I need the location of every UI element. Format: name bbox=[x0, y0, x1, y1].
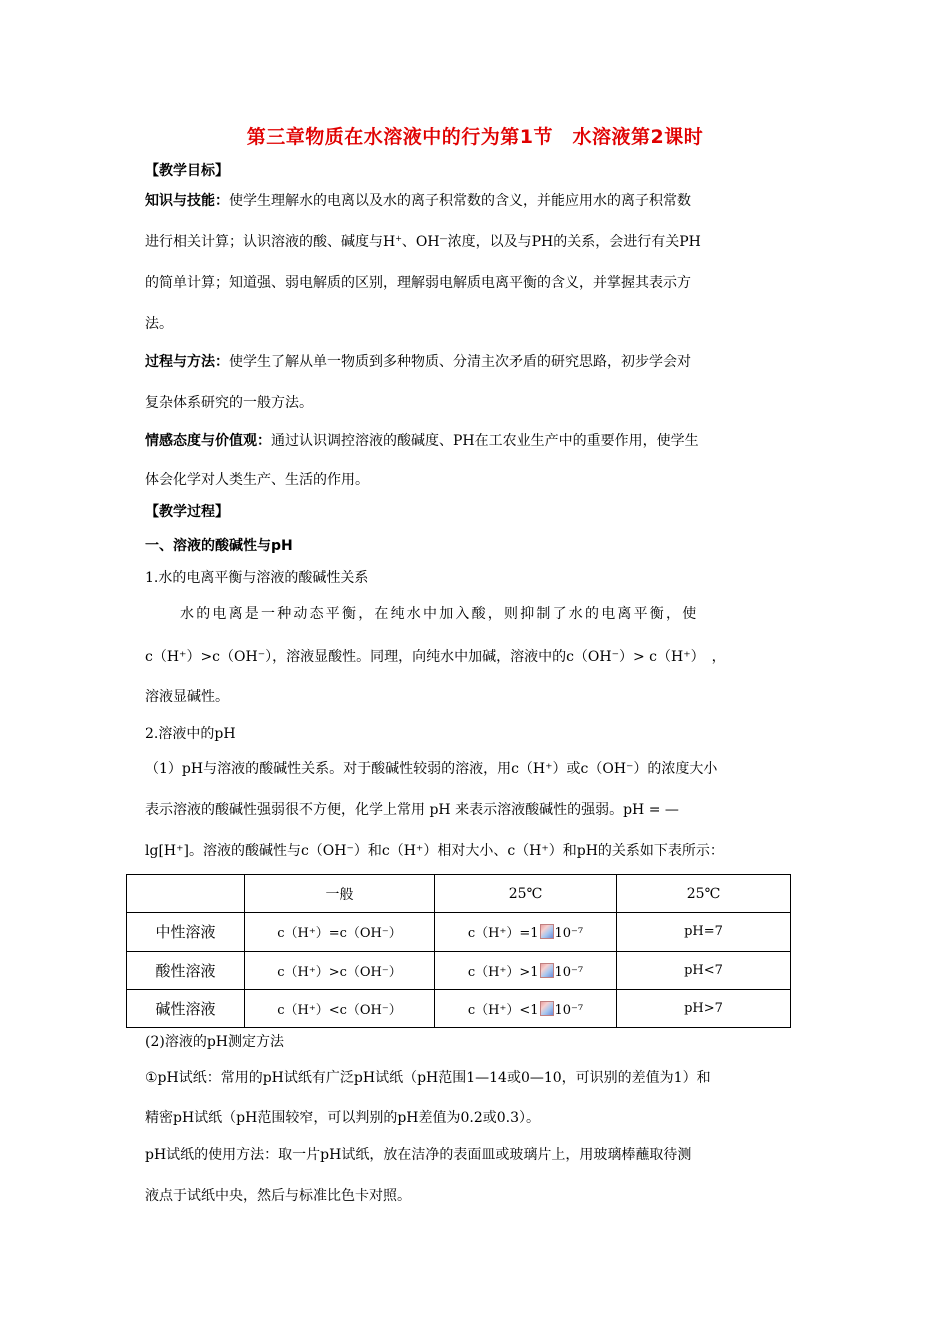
para-3-line-2: 精密pH试纸（pH范围较窄，可以判别的pH差值为0.2或0.3）。 bbox=[145, 1110, 541, 1126]
knowledge-line-3: 的简单计算；知道强、弱电解质的区别，理解弱电解质电离平衡的含义，并掌握其表示方 bbox=[145, 275, 691, 291]
para-1-line-3: 溶液显碱性。 bbox=[145, 689, 229, 705]
para-2-line-2: 表示溶液的酸碱性强弱很不方便，化学上常用 pH 来表示溶液酸碱性的强弱。pH = — bbox=[145, 802, 679, 818]
para-1-line-1: 水的电离是一种动态平衡，在纯水中加入酸，则抑制了水的电离平衡，使 bbox=[180, 606, 699, 622]
subsection-2-heading: 2.溶液中的pH bbox=[145, 726, 236, 742]
table-cell-25c bbox=[435, 989, 617, 1027]
minus-sup: — bbox=[439, 234, 448, 243]
document-title: 第三章物质在水溶液中的行为第1节 水溶液第2课时 bbox=[246, 126, 704, 148]
table-header-cell: 25℃ bbox=[435, 875, 617, 913]
table-cell-name: 中性溶液 bbox=[127, 913, 245, 951]
subsection-1-heading: 1.水的电离平衡与溶液的酸碱性关系 bbox=[145, 570, 369, 586]
table-cell-ph: pH=7 bbox=[617, 913, 791, 951]
cell-text-pre: c（H⁺）=1 bbox=[467, 926, 539, 942]
para-4-line-1: pH试纸的使用方法：取一片pH试纸，放在洁净的表面皿或玻璃片上，用玻璃棒蘸取待测 bbox=[145, 1147, 692, 1163]
process-line-2: 复杂体系研究的一般方法。 bbox=[145, 395, 313, 411]
multiply-sign-image-icon bbox=[540, 963, 554, 978]
knowledge-line-4: 法。 bbox=[145, 316, 173, 332]
table-cell-ph: pH<7 bbox=[617, 951, 791, 989]
table-row bbox=[127, 989, 791, 1027]
table-cell-general: c（H⁺）=c（OH⁻） bbox=[245, 913, 435, 951]
attitude-label: 情感态度与价值观： bbox=[145, 433, 271, 449]
table-cell-25c bbox=[435, 913, 617, 951]
knowledge-line-2 bbox=[145, 233, 815, 251]
process-heading: 【教学过程】 bbox=[145, 504, 229, 520]
multiply-sign-image-icon bbox=[540, 924, 554, 939]
table-cell-ph: pH>7 bbox=[617, 989, 791, 1027]
goals-heading: 【教学目标】 bbox=[145, 163, 229, 179]
para-2-line-1: （1）pH与溶液的酸碱性关系。对于酸碱性较弱的溶液，用c（H⁺）或c（OH⁻）的浓度大小 bbox=[145, 761, 718, 777]
table-header-row bbox=[127, 875, 791, 913]
knowledge-line-1 bbox=[145, 192, 815, 210]
cell-text-post: 10⁻⁷ bbox=[554, 926, 584, 942]
para-3-line-1: ①pH试纸：常用的pH试纸有广泛pH试纸（pH范围1—14或0—10，可识别的差值为1）和 bbox=[145, 1070, 711, 1086]
section-1-heading: 一、溶液的酸碱性与pH bbox=[145, 538, 293, 554]
knowledge-label: 知识与技能： bbox=[145, 193, 229, 209]
cell-text-pre: c（H⁺）<1 bbox=[467, 1002, 539, 1018]
plus-sup: + bbox=[395, 234, 402, 243]
table-header-cell: 25℃ bbox=[617, 875, 791, 913]
table-row bbox=[127, 951, 791, 989]
ph-relation-table bbox=[126, 874, 791, 1028]
knowledge-text-1: 使学生理解水的电离以及水的离子积常数的含义，并能应用水的离子积常数 bbox=[229, 193, 691, 209]
table-cell-25c bbox=[435, 951, 617, 989]
subsection-3-heading: (2)溶液的pH测定方法 bbox=[145, 1034, 285, 1050]
knowledge-text-2b: 、OH bbox=[401, 234, 440, 250]
cell-text-post: 10⁻⁷ bbox=[554, 964, 584, 980]
table-cell-name: 碱性溶液 bbox=[127, 989, 245, 1027]
attitude-text-1: 通过认识调控溶液的酸碱度、PH在工农业生产中的重要作用，使学生 bbox=[271, 433, 699, 449]
knowledge-text-2c: 浓度，以及与PH的关系，会进行有关PH bbox=[447, 234, 701, 250]
cell-text-pre: c（H⁺）>1 bbox=[467, 964, 539, 980]
table-cell-name: 酸性溶液 bbox=[127, 951, 245, 989]
table-row bbox=[127, 913, 791, 951]
table-header-cell: 一般 bbox=[245, 875, 435, 913]
cell-text-post: 10⁻⁷ bbox=[554, 1002, 584, 1018]
process-line-1 bbox=[145, 353, 815, 371]
attitude-line-2: 体会化学对人类生产、生活的作用。 bbox=[145, 472, 369, 488]
table-header-cell bbox=[127, 875, 245, 913]
para-1-line-2: c（H⁺）>c（OH⁻），溶液显酸性。同理，向纯水中加碱，溶液中的c（OH⁻）> c（H⁺） ， bbox=[145, 649, 726, 665]
table-cell-general: c（H⁺）>c（OH⁻） bbox=[245, 951, 435, 989]
table-cell-general: c（H⁺）<c（OH⁻） bbox=[245, 989, 435, 1027]
process-text-1: 使学生了解从单一物质到多种物质、分清主次矛盾的研究思路，初步学会对 bbox=[229, 354, 691, 370]
knowledge-text-2a: 进行相关计算；认识溶液的酸、碱度与H bbox=[145, 234, 396, 250]
process-label: 过程与方法： bbox=[145, 354, 229, 370]
para-4-line-2: 液点于试纸中央，然后与标准比色卡对照。 bbox=[145, 1188, 411, 1204]
multiply-sign-image-icon bbox=[540, 1001, 554, 1016]
attitude-line-1 bbox=[145, 432, 815, 450]
para-2-line-3: lg[H⁺]。溶液的酸碱性与c（OH⁻）和c（H⁺）相对大小、c（H⁺）和pH的关系如下表所示： bbox=[145, 843, 724, 859]
